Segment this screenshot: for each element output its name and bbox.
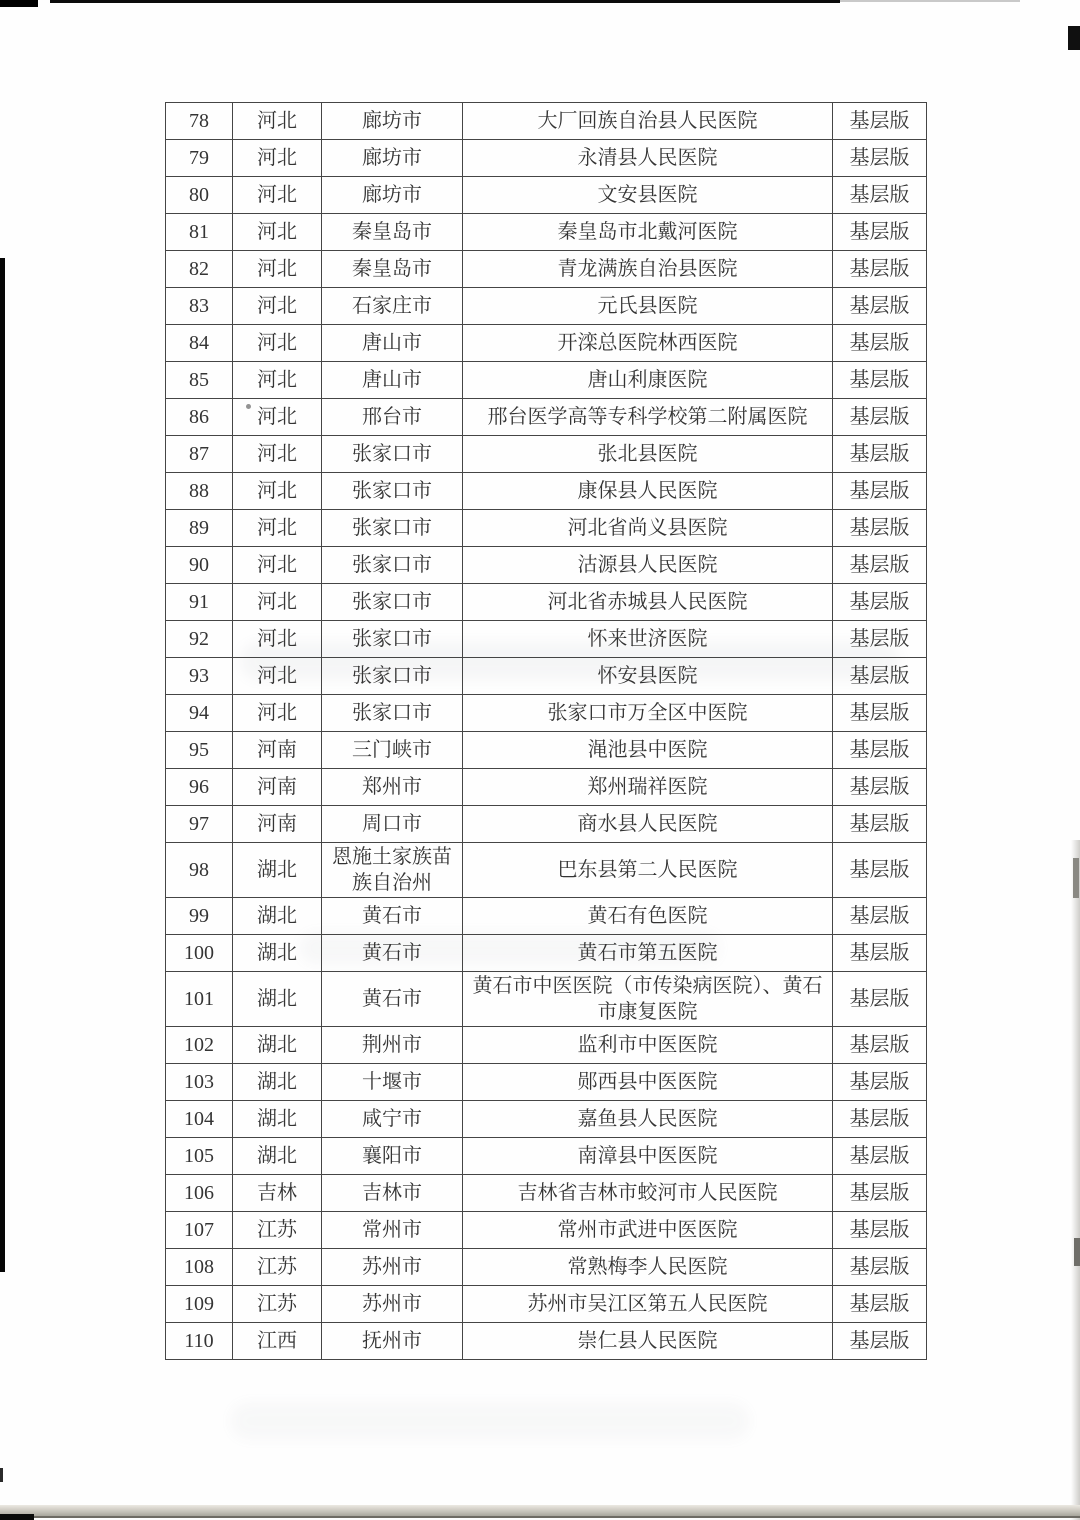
cell-city: 咸宁市 [322,1101,463,1138]
cell-province: 河北 [233,399,322,436]
scan-smudge [230,1402,750,1440]
cell-version-label: 基层版 [833,584,927,621]
cell-city: 抚州市 [322,1323,463,1360]
cell-version-label: 基层版 [833,732,927,769]
cell-hospital-name: 黄石市中医医院（市传染病医院）、黄石市康复医院 [463,972,833,1027]
cell-row-number: 88 [166,473,233,510]
cell-row-number: 89 [166,510,233,547]
table-row [166,251,927,288]
cell-version-label: 基层版 [833,935,927,972]
cell-hospital-name: 南漳县中医医院 [463,1138,833,1175]
table-row [166,732,927,769]
scan-artifact-right-mark [1073,858,1079,898]
cell-row-number: 85 [166,362,233,399]
cell-row-number: 97 [166,806,233,843]
cell-version-label: 基层版 [833,325,927,362]
cell-version-label: 基层版 [833,1249,927,1286]
table-row [166,1286,927,1323]
cell-province: 河北 [233,214,322,251]
table-row [166,325,927,362]
cell-hospital-name: 郑州瑞祥医院 [463,769,833,806]
cell-city: 廊坊市 [322,140,463,177]
cell-row-number: 107 [166,1212,233,1249]
table-row [166,214,927,251]
cell-version-label: 基层版 [833,1286,927,1323]
cell-row-number: 95 [166,732,233,769]
cell-province: 湖北 [233,1027,322,1064]
cell-city: 张家口市 [322,436,463,473]
cell-province: 河北 [233,621,322,658]
cell-hospital-name: 元氏县医院 [463,288,833,325]
cell-province: 湖北 [233,898,322,935]
cell-version-label: 基层版 [833,177,927,214]
cell-city: 唐山市 [322,325,463,362]
cell-hospital-name: 康保县人民医院 [463,473,833,510]
cell-hospital-name: 苏州市吴江区第五人民医院 [463,1286,833,1323]
cell-province: 河北 [233,140,322,177]
cell-city: 张家口市 [322,621,463,658]
scan-artifact-left-edge-bar [0,258,5,1272]
cell-city: 吉林市 [322,1175,463,1212]
cell-hospital-name: 张家口市万全区中医院 [463,695,833,732]
cell-version-label: 基层版 [833,769,927,806]
cell-hospital-name: 渑池县中医院 [463,732,833,769]
cell-city: 张家口市 [322,473,463,510]
cell-row-number: 82 [166,251,233,288]
cell-version-label: 基层版 [833,1027,927,1064]
scan-artifact-top-edge-line [50,0,840,3]
cell-version-label: 基层版 [833,399,927,436]
cell-province: 湖北 [233,843,322,898]
cell-city: 黄石市 [322,935,463,972]
cell-version-label: 基层版 [833,214,927,251]
cell-city: 恩施土家族苗族自治州 [322,843,463,898]
cell-row-number: 106 [166,1175,233,1212]
table-row [166,1249,927,1286]
cell-row-number: 93 [166,658,233,695]
table-row [166,103,927,140]
cell-province: 河北 [233,510,322,547]
table-row [166,935,927,972]
cell-hospital-name: 青龙满族自治县医院 [463,251,833,288]
cell-city: 邢台市 [322,399,463,436]
cell-city: 张家口市 [322,547,463,584]
cell-version-label: 基层版 [833,658,927,695]
cell-hospital-name: 沽源县人民医院 [463,547,833,584]
cell-hospital-name: 吉林省吉林市蛟河市人民医院 [463,1175,833,1212]
cell-hospital-name: 秦皇岛市北戴河医院 [463,214,833,251]
cell-hospital-name: 文安县医院 [463,177,833,214]
table-row [166,843,927,898]
cell-row-number: 79 [166,140,233,177]
hospital-table-rows [166,103,927,1360]
cell-version-label: 基层版 [833,843,927,898]
cell-city: 苏州市 [322,1286,463,1323]
table-row [166,436,927,473]
cell-city: 荆州市 [322,1027,463,1064]
cell-province: 河南 [233,732,322,769]
cell-hospital-name: 巴东县第二人民医院 [463,843,833,898]
scan-artifact-top-edge-faint [840,0,1020,2]
table-row [166,584,927,621]
cell-hospital-name: 开滦总医院林西医院 [463,325,833,362]
cell-hospital-name: 怀来世济医院 [463,621,833,658]
table-row [166,473,927,510]
cell-hospital-name: 大厂回族自治县人民医院 [463,103,833,140]
cell-province: 湖北 [233,1138,322,1175]
table-row [166,399,927,436]
cell-province: 河北 [233,362,322,399]
cell-row-number: 105 [166,1138,233,1175]
scan-artifact-bottom-edge-line [0,1516,1080,1518]
cell-province: 河北 [233,473,322,510]
cell-version-label: 基层版 [833,1323,927,1360]
cell-row-number: 100 [166,935,233,972]
table-row [166,510,927,547]
cell-version-label: 基层版 [833,103,927,140]
cell-province: 河南 [233,806,322,843]
cell-hospital-name: 河北省尚义县医院 [463,510,833,547]
cell-hospital-name: 常熟梅李人民医院 [463,1249,833,1286]
cell-province: 江苏 [233,1212,322,1249]
table-row [166,547,927,584]
table-row [166,621,927,658]
cell-version-label: 基层版 [833,140,927,177]
cell-province: 河北 [233,695,322,732]
cell-version-label: 基层版 [833,547,927,584]
scan-artifact-top-left-blob [0,0,38,7]
table-row [166,769,927,806]
cell-version-label: 基层版 [833,251,927,288]
table-row [166,1212,927,1249]
cell-row-number: 87 [166,436,233,473]
cell-hospital-name: 唐山利康医院 [463,362,833,399]
cell-row-number: 91 [166,584,233,621]
cell-city: 周口市 [322,806,463,843]
cell-city: 三门峡市 [322,732,463,769]
cell-row-number: 104 [166,1101,233,1138]
cell-province: 湖北 [233,935,322,972]
scan-artifact-top-right-mark [1068,26,1080,50]
cell-city: 常州市 [322,1212,463,1249]
cell-hospital-name: 河北省赤城县人民医院 [463,584,833,621]
scan-artifact-bottom-left-chunk [0,1514,34,1520]
scan-artifact-right-shadow [1071,840,1080,1520]
table-row [166,1064,927,1101]
cell-province: 河北 [233,547,322,584]
cell-city: 郑州市 [322,769,463,806]
cell-province: 河南 [233,769,322,806]
table-row [166,140,927,177]
table-row [166,1101,927,1138]
cell-version-label: 基层版 [833,436,927,473]
table-row [166,1323,927,1360]
cell-province: 河北 [233,325,322,362]
cell-row-number: 96 [166,769,233,806]
cell-province: 吉林 [233,1175,322,1212]
table-row [166,1027,927,1064]
cell-city: 苏州市 [322,1249,463,1286]
table-row [166,972,927,1027]
cell-hospital-name: 嘉鱼县人民医院 [463,1101,833,1138]
cell-row-number: 81 [166,214,233,251]
cell-version-label: 基层版 [833,806,927,843]
cell-hospital-name: 黄石市第五医院 [463,935,833,972]
cell-hospital-name: 郧西县中医医院 [463,1064,833,1101]
cell-city: 唐山市 [322,362,463,399]
cell-hospital-name: 监利市中医医院 [463,1027,833,1064]
cell-province: 江西 [233,1323,322,1360]
cell-province: 河北 [233,177,322,214]
cell-province: 河北 [233,103,322,140]
table-row [166,1138,927,1175]
cell-province: 湖北 [233,972,322,1027]
cell-province: 河北 [233,288,322,325]
cell-row-number: 84 [166,325,233,362]
cell-hospital-name: 永清县人民医院 [463,140,833,177]
table-row [166,898,927,935]
cell-province: 江苏 [233,1286,322,1323]
cell-city: 张家口市 [322,658,463,695]
cell-version-label: 基层版 [833,1101,927,1138]
cell-version-label: 基层版 [833,1175,927,1212]
table-row [166,362,927,399]
cell-version-label: 基层版 [833,510,927,547]
cell-row-number: 92 [166,621,233,658]
cell-province: 河北 [233,251,322,288]
cell-city: 廊坊市 [322,177,463,214]
cell-hospital-name: 张北县医院 [463,436,833,473]
cell-row-number: 90 [166,547,233,584]
cell-row-number: 86 [166,399,233,436]
cell-row-number: 102 [166,1027,233,1064]
table-row [166,695,927,732]
cell-hospital-name: 商水县人民医院 [463,806,833,843]
cell-city: 秦皇岛市 [322,251,463,288]
cell-hospital-name: 常州市武进中医医院 [463,1212,833,1249]
cell-version-label: 基层版 [833,695,927,732]
cell-row-number: 94 [166,695,233,732]
cell-hospital-name: 怀安县医院 [463,658,833,695]
scan-artifact-right-mark [1074,1238,1080,1266]
cell-hospital-name: 黄石有色医院 [463,898,833,935]
cell-province: 湖北 [233,1101,322,1138]
table-row [166,806,927,843]
table-row [166,658,927,695]
cell-city: 张家口市 [322,695,463,732]
cell-hospital-name: 邢台医学高等专科学校第二附属医院 [463,399,833,436]
cell-city: 秦皇岛市 [322,214,463,251]
cell-city: 石家庄市 [322,288,463,325]
cell-province: 湖北 [233,1064,322,1101]
cell-version-label: 基层版 [833,1064,927,1101]
cell-row-number: 109 [166,1286,233,1323]
cell-row-number: 99 [166,898,233,935]
cell-row-number: 110 [166,1323,233,1360]
cell-row-number: 103 [166,1064,233,1101]
cell-province: 河北 [233,584,322,621]
cell-version-label: 基层版 [833,1212,927,1249]
cell-city: 张家口市 [322,510,463,547]
cell-province: 河北 [233,436,322,473]
cell-version-label: 基层版 [833,473,927,510]
cell-version-label: 基层版 [833,362,927,399]
cell-city: 廊坊市 [322,103,463,140]
table-row [166,177,927,214]
cell-city: 十堰市 [322,1064,463,1101]
hospital-list-table [165,102,927,1360]
scan-artifact-bottom-shadow [0,1505,1080,1518]
cell-version-label: 基层版 [833,898,927,935]
scan-artifact-left-bottom-mark [0,1468,3,1482]
cell-city: 黄石市 [322,972,463,1027]
cell-row-number: 78 [166,103,233,140]
cell-city: 襄阳市 [322,1138,463,1175]
cell-version-label: 基层版 [833,288,927,325]
table-row [166,288,927,325]
cell-city: 黄石市 [322,898,463,935]
cell-province: 江苏 [233,1249,322,1286]
cell-row-number: 98 [166,843,233,898]
cell-province: 河北 [233,658,322,695]
cell-row-number: 108 [166,1249,233,1286]
cell-city: 张家口市 [322,584,463,621]
table-row [166,1175,927,1212]
cell-row-number: 80 [166,177,233,214]
cell-version-label: 基层版 [833,621,927,658]
cell-hospital-name: 崇仁县人民医院 [463,1323,833,1360]
cell-version-label: 基层版 [833,1138,927,1175]
cell-row-number: 101 [166,972,233,1027]
cell-version-label: 基层版 [833,972,927,1027]
cell-row-number: 83 [166,288,233,325]
